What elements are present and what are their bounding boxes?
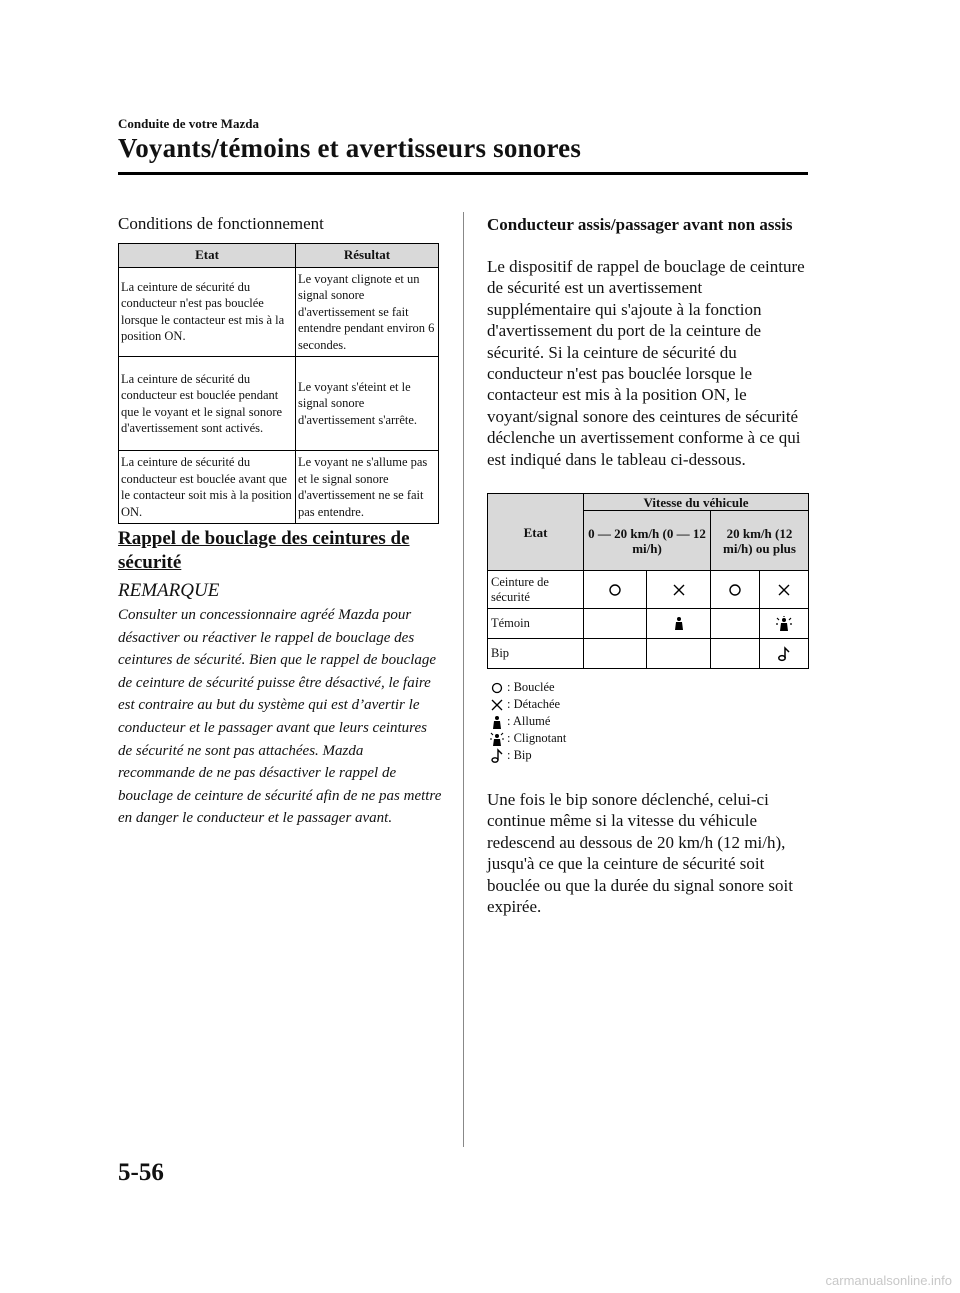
table-cell: Le voyant ne s'allume pas et le signal sonore d'avertissement ne se fait pas entendre.: [296, 451, 439, 524]
cell-beep: [760, 639, 809, 669]
watermark: carmanualsonline.info: [825, 1273, 952, 1288]
legend-label: : Bouclée: [507, 680, 555, 694]
beep-icon: [489, 748, 505, 764]
cell-empty: [647, 639, 711, 669]
cell-flashing: [760, 609, 809, 639]
table-cell: Le voyant clignote et un signal sonore d'avertissement se fait entendre pendant environ 6 secondes.: [296, 267, 439, 357]
table-cell: Le voyant s'éteint et le signal sonore d'avertissement s'arrête.: [296, 357, 439, 451]
cell-empty: [711, 639, 760, 669]
cell-unbuckled: [760, 571, 809, 609]
unbuckled-icon: [672, 583, 686, 597]
table-row: [488, 609, 809, 639]
header-rule: [118, 172, 808, 175]
driver-seated-heading: Conducteur assis/passager avant non assis: [487, 215, 793, 234]
cell-lit: [647, 609, 711, 639]
cell-empty: [584, 609, 647, 639]
table-cell: La ceinture de sécurité du conducteur est bouclée avant que le contacteur soit mis à la position ON.: [119, 451, 296, 524]
page-number: 5-56: [118, 1159, 164, 1186]
reminder-heading: Rappel de bouclage des ceintures de sécurité: [118, 528, 410, 573]
header-speed-high: 20 km/h (12 mi/h) ou plus: [711, 511, 809, 571]
legend-item: [489, 696, 566, 713]
row-label: Ceinture de sécurité: [488, 571, 584, 609]
lit-icon: [489, 714, 505, 730]
legend-label: : Bip: [507, 748, 532, 762]
legend-item: [489, 713, 566, 730]
table-cell: La ceinture de sécurité du conducteur n'est pas bouclée lorsque le contacteur est mis à la position ON.: [119, 267, 296, 357]
chapter-label: Conduite de votre Mazda: [118, 116, 259, 131]
beep-icon: [777, 646, 791, 662]
cell-empty: [584, 639, 647, 669]
table-row: [119, 267, 439, 357]
column-divider: [463, 212, 464, 1147]
legend-item: [489, 747, 566, 764]
conditions-table: [118, 243, 439, 524]
header-speed-low: 0 — 20 km/h (0 — 12 mi/h): [584, 511, 711, 571]
table-row: [119, 451, 439, 524]
table-cell: La ceinture de sécurité du conducteur est bouclée pendant que le voyant et le signal sonore d'avertissement sont activés.: [119, 357, 296, 451]
header-etat: Etat: [488, 494, 584, 571]
cell-unbuckled: [647, 571, 711, 609]
remarque-body: Consulter un concessionnaire agréé Mazda pour désactiver ou réactiver le rappel de bouclage des ceintures de sécurité. Bien que le rappel de bouclage de ceinture de sécurité puisse être désactivé, le faire est contraire au but du système qui est d’avertir le conducteur et le passager avant que leurs ceintures de sécurité ne sont pas attachées. Mazda recommande de ne pas désactiver le rappel de bouclage de ceinture de sécurité afin de ne pas mettre en danger le conducteur et le passager avant.: [118, 607, 442, 827]
cell-empty: [711, 609, 760, 639]
legend-label: : Allumé: [507, 714, 551, 728]
flashing-icon: [775, 616, 793, 632]
unbuckled-icon: [777, 583, 791, 597]
speed-table-body: [487, 570, 809, 669]
cell-buckled: [711, 571, 760, 609]
table-row: [119, 357, 439, 451]
header-speed: Vitesse du véhicule: [584, 494, 809, 511]
legend-item: [489, 730, 566, 747]
remarque-title: REMARQUE: [118, 580, 220, 601]
table-row: [488, 639, 809, 669]
flashing-icon: [489, 731, 505, 747]
buckled-icon: [608, 583, 622, 597]
buckled-icon: [728, 583, 742, 597]
section-title: Voyants/témoins et avertisseurs sonores: [118, 133, 582, 163]
speed-table: [487, 493, 809, 571]
table-row: [488, 571, 809, 609]
legend-label: : Clignotant: [507, 731, 567, 745]
cell-buckled: [584, 571, 647, 609]
legend-item: [489, 679, 566, 696]
beep-note-body: Une fois le bip sonore déclenché, celui-ci continue même si la vitesse du véhicule redescend au dessous de 20 km/h (12 mi/h), jusqu'à ce que la ceinture de sécurité soit bouclée ou que la durée du signal sonore soit expirée.: [487, 790, 793, 917]
conditions-title: Conditions de fonctionnement: [118, 214, 324, 233]
lit-icon: [672, 616, 686, 632]
buckled-icon: [489, 680, 505, 696]
driver-seated-body: Le dispositif de rappel de bouclage de ceinture de sécurité est un avertissement supplémentaire qui s'ajoute à la fonction d'avertissement du port de la ceinture de sécurité. Si la ceinture de sécurité du conducteur n'est pas bouclée lorsque le contacteur est mis à la position ON, le voyant/signal sonore des ceintures de sécurité déclenche un avertissement conforme à ce qui est indiqué dans le tableau ci-dessous.: [487, 257, 805, 469]
unbuckled-icon: [489, 697, 505, 713]
row-label: Témoin: [488, 609, 584, 639]
row-label: Bip: [488, 639, 584, 669]
header-etat: Etat: [119, 244, 296, 268]
symbol-legend: [489, 679, 566, 764]
legend-label: : Détachée: [507, 697, 561, 711]
header-resultat: Résultat: [296, 244, 439, 268]
